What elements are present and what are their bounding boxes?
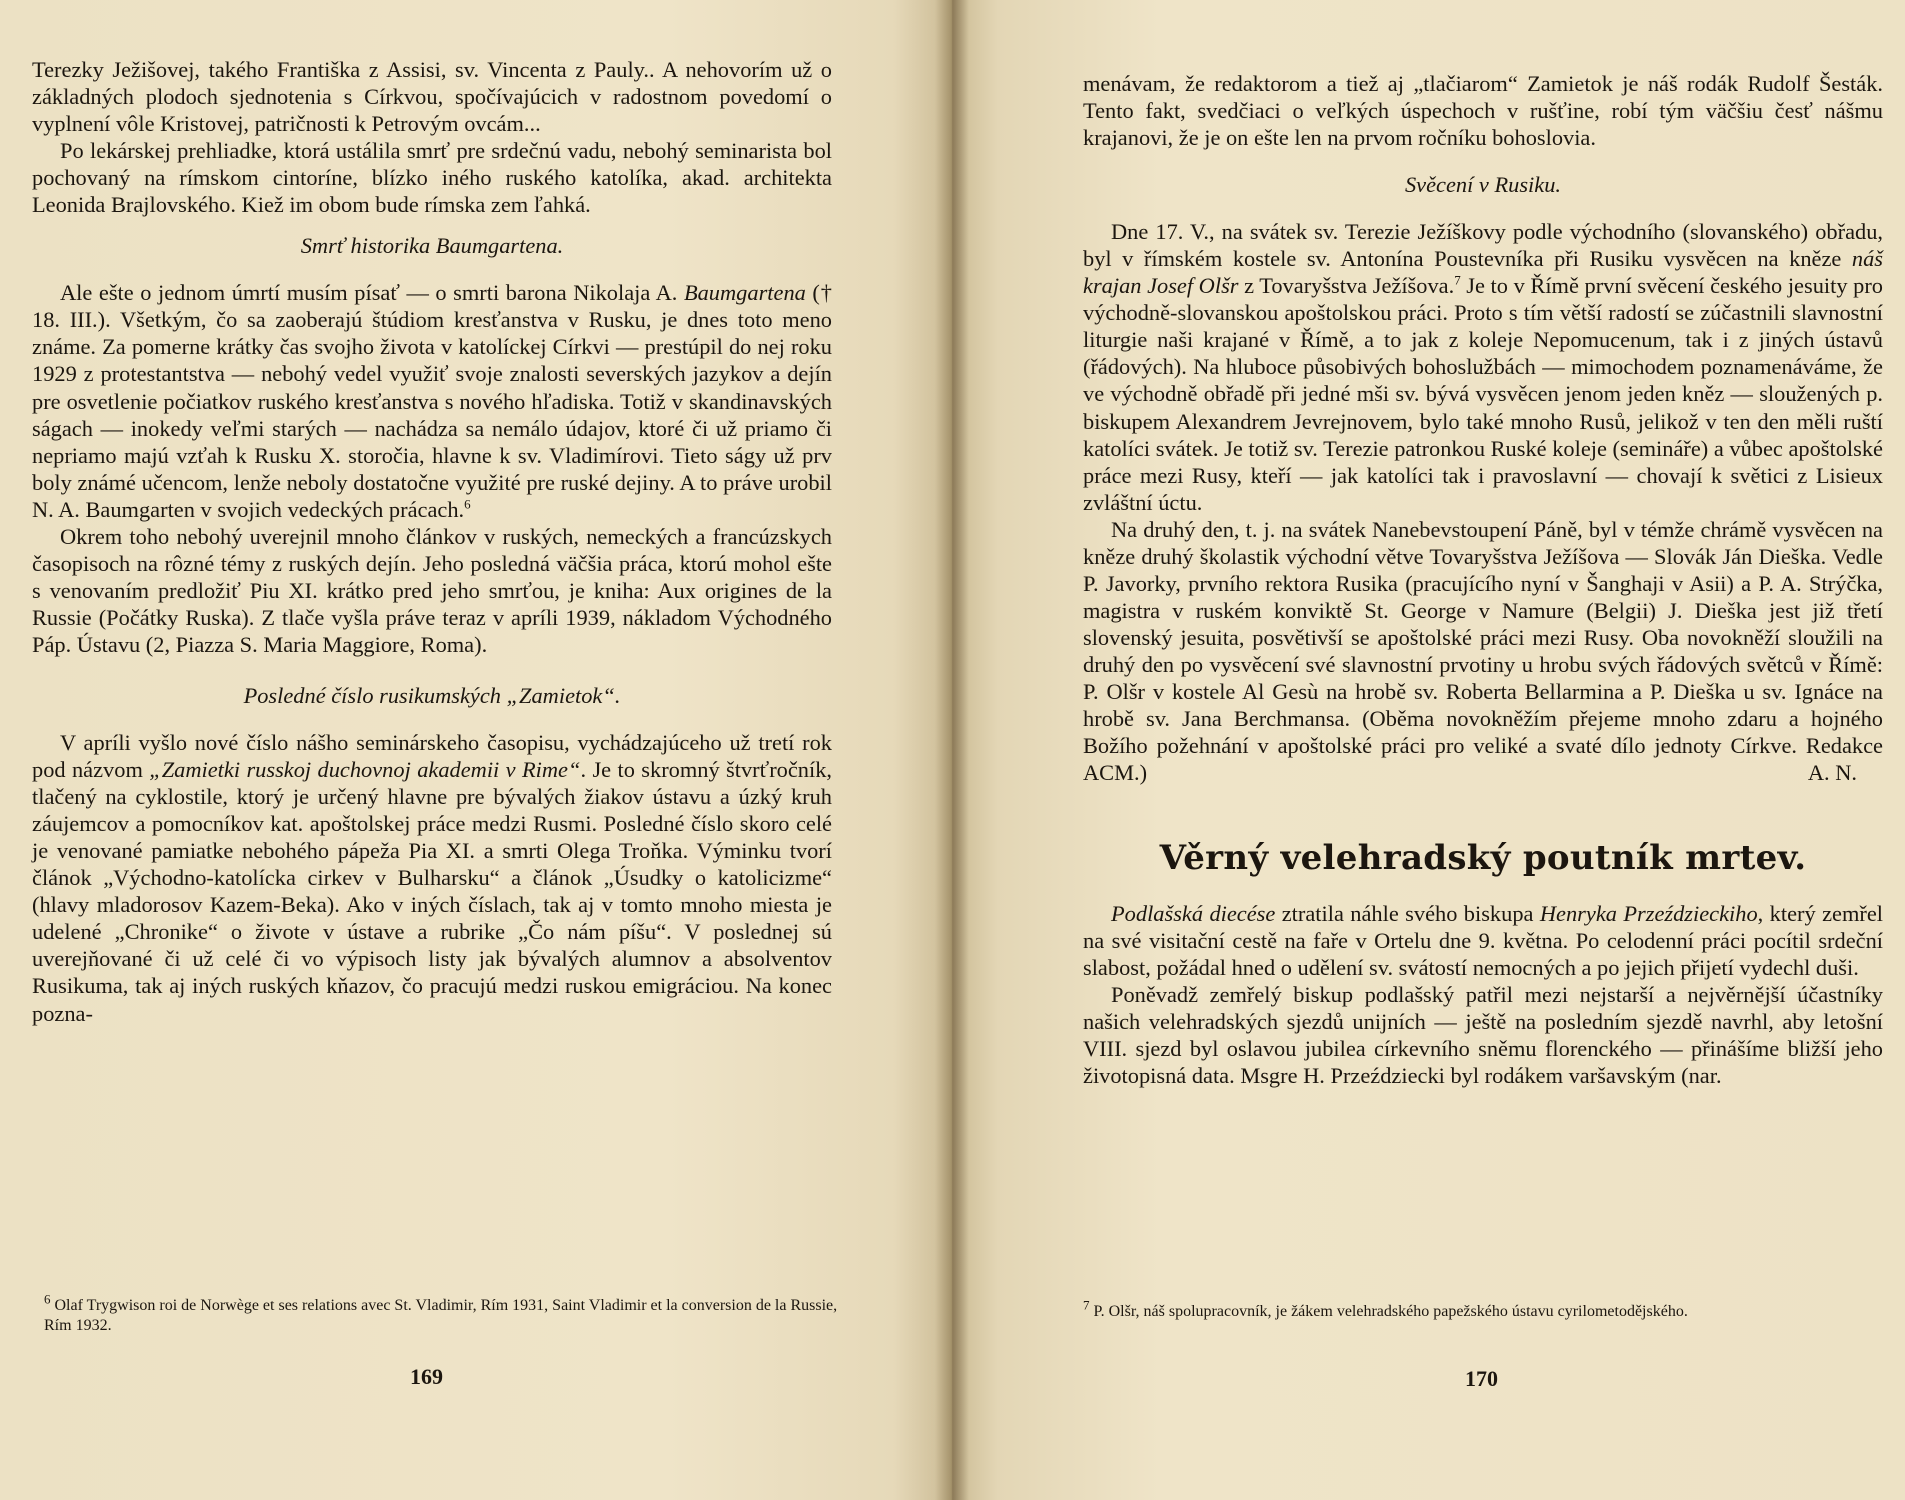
para2-text-mid: z Tovaryšstva Ježíšova. [1238, 273, 1455, 299]
right-paragraph-5: Poněvadž zemřelý biskup podlašský patřil mezi nejstarší a nejvěrnější účastníky našich velehradských sjezdů unijních — ještě na posledním sjezdě navrhl, aby letošní VIII. sjezd byl oslavou jubilea církevního sněmu florenckého — přinášíme bližší jeho životopisná data. Msgre H. Przeździecki byl rodákem varšavským (nar. [1083, 982, 1883, 1089]
left-paragraph-4: Okrem toho nebohý uverejnil mnoho článkov v ruských, nemeckých a francúzskych časopisoch na rôzné témy z ruských dejín. Jeho posledná väčšia práca, ktorú mohol ešte s venovaním predložiť Piu XI. krátko pred jeho smrťou, je kniha: Aux origines de la Russie (Počátky Ruska). Z tlače vyšla práve teraz v apríli 1939, nákladom Východného Páp. Ústavu (2, Piazza S. Maria Maggiore, Roma). [32, 523, 832, 657]
footnote-6-text: Olaf Trygwison roi de Norwège et ses relations avec St. Vladimir, Rím 1931, Saint Vladimir et la conversion de la Russie, Rím 1932. [44, 1297, 838, 1334]
para4-italic-bishop: Henryka Przeździeckiho [1539, 901, 1758, 927]
right-page-text [1083, 70, 1883, 1090]
footnote-7-text: P. Olšr, náš spolupracovník, je žákem velehradského papežského ústavu cyrilometodějského. [1093, 1303, 1688, 1320]
right-paragraph-2 [1083, 218, 1883, 516]
left-page [0, 0, 950, 1500]
left-footnote [44, 1291, 844, 1336]
para4-italic-diocese: Podlašská diecése [1111, 901, 1276, 927]
left-heading-zamietok: Posledné číslo rusikumských „Zamietok“. [243, 682, 621, 708]
page-number-right: 170 [1465, 1366, 1498, 1391]
article-title: Věrný velehradský poutník mrtev. [1159, 838, 1807, 879]
para3-text: Na druhý den, t. j. na svátek Nanebevstoupení Páně, byl v témže chrámě vysvěcen na kněze druhý školastik východní větve Tovaryšstva Ježíšova — Slovák Ján Dieška. Vedle P. Javorky, prvního rektora Rusika (pracujícího nyní v Šanghaji v Asii) a P. A. Strýčka, magistra v ruském konviktě St. George v Namure (Belgii) J. Dieška jest již třetí slovenský jesuita, posvětivší se apoštolské práci mezi Rusy. Oba novokněží sloužili na druhý den po vysvěcení své slavnostní prvotiny u hrobu svých řádových světců v Římě: P. Olšr v kostele Al Gesù na hrobě sv. Roberta Bellarmina a P. Dieška u sv. Ignáce na hrobě sv. Jana Berchmansa. (Oběma novokněžím přejeme mnoho zdaru a hojného Božího požehnání v apoštolské práci pro veliké a svaté dílo jednoty Církve. Redakce ACM.) [1083, 516, 1883, 786]
page-number-left: 169 [410, 1364, 443, 1389]
right-paragraph-1: menávam, že redaktorom a tiež aj „tlačiarom“ Zamietok je náš rodák Rudolf Šesták. Tento fakt, svedčiaci o veľkých úspechoch v rušťine, robí tým väčšiu česť nášmu krajanovi, že je on ešte len na prvom ročníku bohoslovia. [1083, 71, 1883, 151]
para3-italic: Baumgartena [683, 280, 806, 306]
para2-text-end: Je to v Římě první svěcení českého jesuity pro východně-slovanskou apoštolskou práci. Proto s tím větší radostí se zúčastnili slavnostní liturgie naši krajané v Římě, a to jak z koleje Nepomucenum, tak i z jiných ústavů (řádových). Na hluboce působivých bohoslužbách — mimochodem poznamenáváme, že ve východně obřadě při jedné mši sv. bývá vysvěcen jenom jeden kněz — sloužených p. biskupem Alexandrem Jevrejnovem, bylo také mnoho Rusů, jelikož v ten den měli ruští katolíci svátek. Je totiž sv. Terezie patronkou Ruské koleje (semináře) a vůbec apoštolské práce mezi Rusy, kteří — jak katolíci tak i pravoslavní — chovají k světici z Lisieux zvláštní úctu. [1083, 273, 1883, 515]
left-page-text [32, 56, 832, 1027]
right-paragraph-3 [1083, 516, 1883, 786]
para2-italic: náš krajan Josef Olšr [1083, 246, 1883, 299]
para2-text-start: Dne 17. V., na svátek sv. Terezie Ježíškovy podle východního (slovanského) obřadu, byl v římském kostele sv. Antonína Poustevníka při Rusiku vysvěcen na kněze [1083, 219, 1883, 272]
para5-text-start: V apríli vyšlo nové číslo nášho seminárskeho časopisu, vychádzajúceho už tretí rok pod názvom [32, 730, 832, 783]
para4-text-b: , který zemřel na své visitační cestě na faře v Ortelu dne 9. května. Po celodenní práci pocítil srdeční slabost, požádal hned o udělení sv. svátostí nemocných a po jejich přijetí vydechl duši. [1083, 901, 1883, 981]
signature: A. N. [1807, 760, 1857, 786]
left-paragraph-5 [32, 729, 832, 1027]
para5-text-end: . Je to skromný štvrťročník, tlačený na cyklostile, ktorý je určený hlavne pre bývalých žiakov ústavu a úzký kruh záujemcov a pomocníkov kat. apoštolskej práce medzi Rusmi. Posledné číslo skoro celé je venované pamiatke nebohého pápeža Pia XI. a smrti Olega Troňka. Výminku tvorí článok „Východno-katolícka cirkev v Bulharsku“ a článok „Úsudky o katolicizme“ (hlavy mladorosov Kazem-Beka). Ako v iných číslach, tak aj v tomto mnoho miesta je udelené „Chronike“ o živote v ústave a rubrike „Čo nám píšu“. V poslednej sú uverejňované či už celé či vo výpisoch listy jak bývalých alumnov a absolventov Rusikuma, tak aj iných ruských kňazov, čo pracujú medzi ruskou emigráciou. Na konec pozna- [32, 757, 832, 1026]
footnote-number-7: 7 [1083, 1297, 1090, 1313]
book-gutter [935, 0, 969, 1500]
footnote-number-6: 6 [44, 1291, 51, 1307]
left-heading-baumgarten: Smrť historika Baumgartena. [300, 233, 564, 259]
footnote-ref-7: 7 [1454, 272, 1461, 288]
left-paragraph-2: Po lekárskej prehliadke, ktorá ustálila smrť pre srdečnú vadu, nebohý seminarista bol pochovaný na rímskom cintoríne, blízko iného ruského katolíka, akad. architekta Leonida Brajlovského. Kiež im obom bude rímska zem ľahká. [32, 138, 832, 218]
para3-text-end: († 18. III.). Všetkým, čo sa zaoberajú štúdiom kresťanstva v Rusku, je dnes toto meno známe. Za pomerne krátky čas svojho života v katolíckej Církvi — prestúpil do nej roku 1929 z protestantstva — nebohý vedel využiť svoje znalosti severských jazykov a dejín pre osvetlenie počiatkov ruského kresťanstva s nového hľadiska. Totiž v skandinavských ságach — inokedy veľmi starých — nachádza sa nemálo údajov, ktoré či už priamo či nepriamo majú vzťah k Rusku X. storočia, hlavne k sv. Vladimírovi. Tieto ságy už prv boly známé učencom, lenže neboly dostatočne využité pre ruské dejiny. A to práve urobil N. A. Baumgarten v svojich vedeckých prácach. [32, 280, 832, 522]
left-paragraph-3 [32, 279, 832, 522]
para5-italic: „Zamietki russkoj duchovnoj akademii v Rime“ [149, 757, 581, 783]
left-paragraph-1: Terezky Ježišovej, takého Františka z Assisi, sv. Vincenta z Pauly.. A nehovorím už o základných plodoch sjednotenia s Církvou, spočívajúcich v radostnom povedomí o vyplnení vôle Kristovej, patričnosti k Petrovým ovcám... [32, 57, 832, 137]
right-heading-svaceni: Svěcení v Rusiku. [1404, 172, 1562, 198]
right-footnote [1083, 1297, 1883, 1322]
footnote-ref-6: 6 [464, 496, 471, 512]
para4-text-a: ztratila náhle svého biskupa [1275, 901, 1540, 927]
right-paragraph-4 [1083, 900, 1883, 981]
para3-text-start: Ale ešte o jednom úmrtí musím písať — o smrti barona Nikolaja A. [60, 280, 684, 306]
